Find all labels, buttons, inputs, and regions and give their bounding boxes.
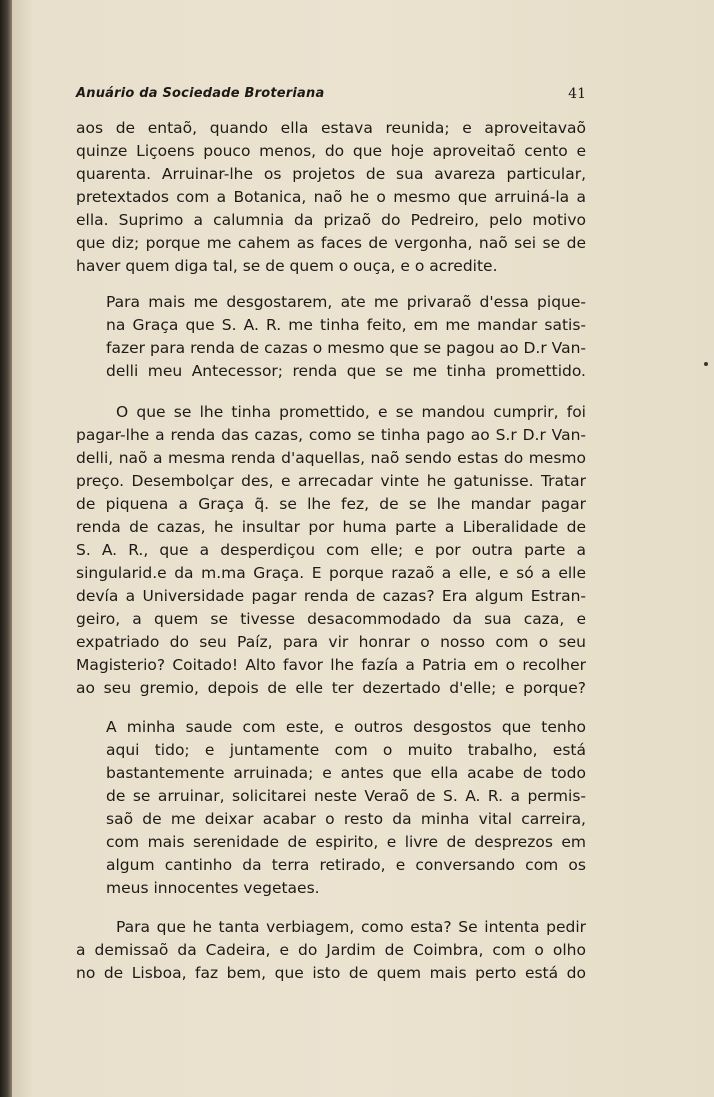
quote-line: meus innocentes vegetaes. bbox=[106, 879, 320, 897]
running-header bbox=[76, 86, 586, 106]
text-line: S. A. R., que a desperdiçou com elle; e por outra parte a bbox=[76, 541, 586, 559]
quote-line: Para mais me desgostarem, ate me privaraõ d'essa pique- bbox=[106, 293, 586, 311]
quote-line: saõ de me deixar acabar o resto da minha vital carreira, bbox=[106, 810, 586, 828]
text-line: aos de entaõ, quando ella estava reunida; e aproveitavaõ bbox=[76, 119, 586, 137]
page-number: 41 bbox=[568, 86, 586, 102]
text-line: pagar-lhe a renda das cazas, como se tinha pago ao S.r D.r Van- bbox=[76, 426, 586, 444]
text-line: de piquena a Graça q̃. se lhe fez, de se lhe mandar pagar bbox=[76, 495, 586, 513]
text-line: singularid.e da m.ma Graça. E porque razaõ a elle, e só a elle bbox=[76, 564, 586, 582]
quote-line: delli meu Antecessor; renda que se me tinha promettido. bbox=[106, 362, 586, 380]
book-spine-edge bbox=[0, 0, 12, 1097]
text-line: quarenta. Arruinar-lhe os projetos de sua avareza particular, bbox=[76, 165, 586, 183]
text-line: Para que he tanta verbiagem, como esta? Se intenta pedir bbox=[116, 918, 586, 936]
text-line: ella. Suprimo a calumnia da prizaõ do Pedreiro, pelo motivo bbox=[76, 211, 586, 229]
quote-line: A minha saude com este, e outros desgostos que tenho bbox=[106, 718, 586, 736]
text-line: a demissaõ da Cadeira, e do Jardim de Coimbra, com o olho bbox=[76, 941, 586, 959]
quote-line: bastantemente arruinada; e antes que ella acabe de todo bbox=[106, 764, 586, 782]
quote-line: na Graça que S. A. R. me tinha feito, em me mandar satis- bbox=[106, 316, 586, 334]
text-line: quinze Liçoens pouco menos, do que hoje aproveitaõ cento e bbox=[76, 142, 586, 160]
text-line: delli, naõ a mesma renda d'aquellas, naõ sendo estas do mesmo bbox=[76, 449, 586, 467]
book-page bbox=[12, 0, 714, 1097]
text-line: no de Lisboa, faz bem, que isto de quem mais perto está do bbox=[76, 964, 586, 982]
text-line: que diz; porque me cahem as faces de vergonha, naõ sei se de bbox=[76, 234, 586, 252]
margin-mark bbox=[704, 362, 708, 366]
journal-title: Anuário da Sociedade Broteriana bbox=[76, 86, 325, 101]
text-line: Magisterio? Coitado! Alto favor lhe fazía a Patria em o recolher bbox=[76, 656, 586, 674]
text-line: geiro, a quem se tivesse desacommodado da sua caza, e bbox=[76, 610, 586, 628]
text-line: pretextados com a Botanica, naõ he o mesmo que arruiná-la a bbox=[76, 188, 586, 206]
text-line: renda de cazas, he insultar por huma parte a Liberalidade de bbox=[76, 518, 586, 536]
text-line: expatriado do seu Paíz, para vir honrar o nosso com o seu bbox=[76, 633, 586, 651]
text-line: devía a Universidade pagar renda de cazas? Era algum Estran- bbox=[76, 587, 586, 605]
text-line: preço. Desembolçar des, e arrecadar vinte he gatunisse. Tratar bbox=[76, 472, 586, 490]
quote-line: de se arruinar, solicitarei neste Veraõ de S. A. R. a permis- bbox=[106, 787, 586, 805]
quote-line: com mais serenidade de espirito, e livre de desprezos em bbox=[106, 833, 586, 851]
text-line: haver quem diga tal, se de quem o ouça, e o acredite. bbox=[76, 257, 498, 275]
quote-line: fazer para renda de cazas o mesmo que se pagou ao D.r Van- bbox=[106, 339, 586, 357]
quote-line: aqui tido; e juntamente com o muito trabalho, está bbox=[106, 741, 586, 759]
text-line: O que se lhe tinha promettido, e se mandou cumprir, foi bbox=[116, 403, 586, 421]
text-line: ao seu gremio, depois de elle ter dezertado d'elle; e porque? bbox=[76, 679, 586, 697]
quote-line: algum cantinho da terra retirado, e conversando com os bbox=[106, 856, 586, 874]
